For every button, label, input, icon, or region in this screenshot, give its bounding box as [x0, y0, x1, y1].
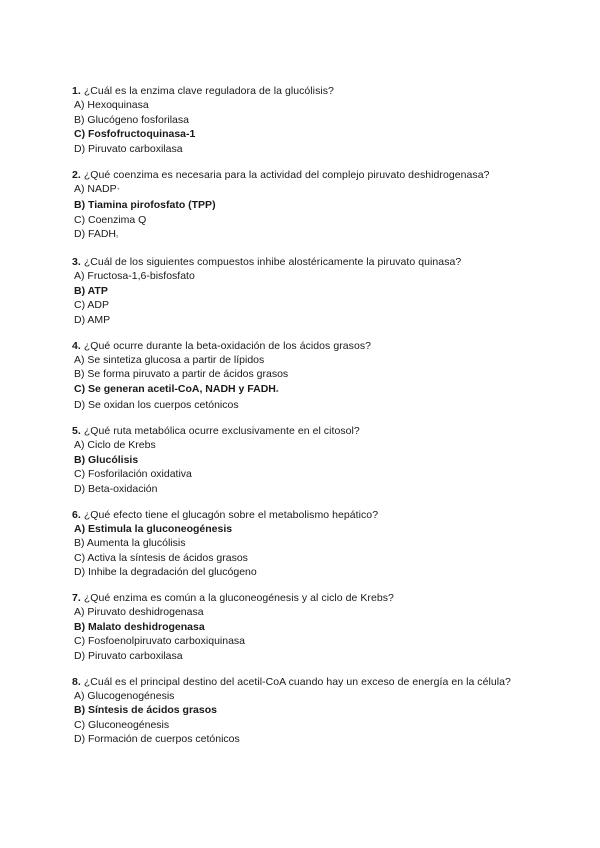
option-label: D) Se oxidan los cuerpos cetónicos [74, 399, 239, 411]
question-1 [72, 84, 542, 156]
option-label: D) Beta-oxidación [74, 482, 158, 495]
answer-option [72, 182, 542, 199]
answer-option [72, 298, 542, 313]
option-label: C) Fosfoenolpiruvato carboxiquinasa [74, 635, 246, 647]
question-2 [72, 168, 542, 244]
question-5 [72, 424, 542, 496]
answer-option-correct [72, 382, 542, 399]
answer-option [72, 113, 542, 128]
option-label: C) Gluconeogénesis [74, 718, 170, 731]
question-8 [72, 675, 542, 747]
answer-option [72, 98, 542, 113]
answer-option [72, 482, 542, 497]
answer-option [72, 467, 542, 482]
answer-option [72, 227, 542, 244]
option-label: C) Fosfofructoquinasa-1 [74, 128, 196, 140]
question-4 [72, 339, 542, 413]
question-3 [72, 255, 542, 327]
option-label: B) Aumenta la glucólisis [74, 537, 186, 549]
option-label: A) Fructosa-1,6-bisfosfato [74, 270, 195, 282]
question-prompt: ¿Qué ruta metabólica ocurre exclusivamente en el citosol? [83, 425, 360, 437]
answer-option [72, 565, 542, 580]
answer-option-correct [72, 198, 542, 213]
option-label: A) Piruvato deshidrogenasa [74, 606, 204, 618]
answer-option-correct [72, 703, 542, 718]
answer-option-correct [72, 127, 542, 142]
answer-option-correct [72, 620, 542, 635]
option-label: A) Glucogenogénesis [74, 689, 175, 702]
answer-option [72, 649, 542, 664]
answer-option [72, 536, 542, 551]
answer-option [72, 718, 542, 733]
answer-option [72, 269, 542, 284]
answer-option [72, 689, 542, 704]
option-label: C) ADP [74, 299, 110, 311]
option-label: C) Se generan acetil-CoA, NADH y FADH [74, 382, 276, 395]
answer-option [72, 313, 542, 328]
option-label: C) Activa la síntesis de ácidos grasos [74, 551, 248, 564]
answer-option [72, 213, 542, 228]
answer-option [72, 438, 542, 453]
option-label: D) Piruvato carboxilasa [74, 142, 183, 155]
question-number: 5. [72, 425, 81, 437]
answer-option [72, 551, 542, 566]
question-prompt: ¿Qué coenzima es necesaria para la actividad del complejo piruvato deshidrogenasa? [83, 168, 490, 181]
answer-option [72, 353, 542, 368]
question-text [72, 675, 542, 689]
question-prompt: ¿Cuál de los siguientes compuestos inhibe alostéricamente la piruvato quinasa? [83, 256, 462, 268]
option-label: B) ATP [74, 284, 108, 297]
question-text [72, 339, 542, 353]
answer-option-correct [72, 453, 542, 468]
option-label: B) Glucólisis [74, 453, 139, 466]
answer-option [72, 605, 542, 620]
question-number: 1. [72, 85, 81, 97]
option-label: D) Inhibe la degradación del glucógeno [74, 566, 257, 578]
question-number: 3. [72, 256, 81, 268]
option-label: B) Glucógeno fosforilasa [74, 113, 189, 126]
question-text [72, 591, 542, 605]
option-label: B) Tiamina pirofosfato (TPP) [74, 199, 216, 211]
question-prompt: ¿Cuál es la enzima clave reguladora de la glucólisis? [83, 85, 334, 97]
question-number: 2. [72, 168, 81, 181]
question-text [72, 168, 542, 182]
option-label: A) Hexoquinasa [74, 99, 149, 111]
option-label: D) Piruvato carboxilasa [74, 649, 183, 662]
question-number: 4. [72, 339, 81, 352]
answer-option-correct [72, 284, 542, 299]
option-label: B) Síntesis de ácidos grasos [74, 704, 217, 716]
question-text [72, 255, 542, 269]
answer-option [72, 367, 542, 382]
option-subscript: ⁺ [116, 187, 120, 194]
question-text [72, 508, 542, 522]
option-label: D) FADH [74, 228, 116, 240]
answer-option [72, 732, 542, 747]
option-subscript: ₂ [275, 387, 279, 394]
option-label: A) Ciclo de Krebs [74, 439, 156, 451]
question-6 [72, 508, 542, 580]
option-label: A) NADP [74, 182, 117, 195]
question-prompt: ¿Qué efecto tiene el glucagón sobre el metabolismo hepático? [83, 508, 379, 521]
question-number: 6. [72, 508, 81, 521]
answer-option [72, 398, 542, 413]
question-prompt: ¿Qué ocurre durante la beta-oxidación de los ácidos grasos? [83, 339, 372, 352]
option-label: D) AMP [74, 313, 111, 326]
answer-option [72, 142, 542, 157]
option-label: A) Se sintetiza glucosa a partir de lípidos [74, 353, 265, 366]
answer-option-correct [72, 522, 542, 537]
answer-option [72, 634, 542, 649]
question-7 [72, 591, 542, 663]
option-label: C) Coenzima Q [74, 213, 147, 226]
question-prompt: ¿Cuál es el principal destino del acetil-CoA cuando hay un exceso de energía en la célula? [83, 675, 511, 688]
option-label: D) Formación de cuerpos cetónicos [74, 733, 240, 745]
option-label: C) Fosforilación oxidativa [74, 468, 192, 480]
question-text [72, 424, 542, 438]
question-list [72, 84, 542, 758]
option-label: A) Estimula la gluconeogénesis [74, 522, 233, 535]
option-subscript: ₂ [116, 233, 119, 239]
option-label: B) Se forma piruvato a partir de ácidos grasos [74, 368, 289, 380]
question-text [72, 84, 542, 98]
question-prompt: ¿Qué enzima es común a la gluconeogénesis y al ciclo de Krebs? [83, 592, 394, 604]
question-number: 7. [72, 592, 81, 604]
option-label: B) Malato deshidrogenasa [74, 620, 205, 633]
question-number: 8. [72, 675, 81, 688]
